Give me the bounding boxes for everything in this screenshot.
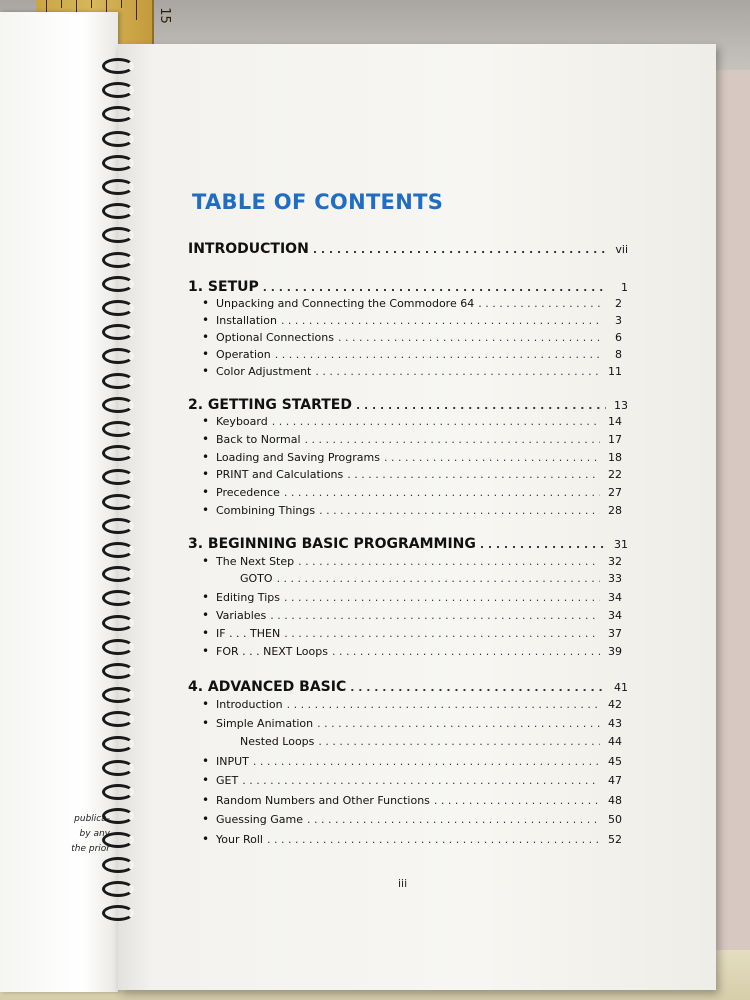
toc-entry xyxy=(202,697,622,715)
spiral-coil xyxy=(102,518,134,534)
toc-page: 48 xyxy=(608,794,622,807)
toc-page: 18 xyxy=(608,451,622,464)
toc-label: Installation xyxy=(216,314,277,327)
spiral-coil xyxy=(102,155,134,171)
spiral-coil xyxy=(102,784,134,800)
ruler-number: 15 xyxy=(156,7,172,24)
toc-chapter xyxy=(188,679,628,697)
spiral-coil xyxy=(102,881,134,897)
toc-label: Nested Loops xyxy=(240,735,315,748)
toc-page: 47 xyxy=(608,774,622,787)
toc-page: 41 xyxy=(614,681,628,694)
bullet-icon: • xyxy=(202,347,210,361)
bullet-icon: • xyxy=(202,467,210,481)
spiral-coil xyxy=(102,397,134,413)
spiral-coil xyxy=(102,736,134,752)
toc-page: 1 xyxy=(621,281,628,294)
leader-dots xyxy=(315,365,600,378)
toc-label: The Next Step xyxy=(216,555,295,568)
toc-entry xyxy=(202,450,622,468)
toc-label: Editing Tips xyxy=(216,591,280,604)
toc-page: 27 xyxy=(608,486,622,499)
spiral-coil xyxy=(102,445,134,461)
spiral-coil xyxy=(102,566,134,582)
toc-page: 17 xyxy=(608,433,622,446)
spiral-coil xyxy=(102,131,134,147)
spiral-coil xyxy=(102,615,134,631)
leader-dots xyxy=(284,591,600,604)
toc-label: 1. SETUP xyxy=(188,279,259,295)
toc-entry xyxy=(202,296,622,314)
toc-label: Simple Animation xyxy=(216,717,314,730)
bullet-icon: • xyxy=(202,296,210,310)
toc-label: Introduction xyxy=(216,698,283,711)
toc-page: 43 xyxy=(608,717,622,730)
toc-page: 3 xyxy=(615,314,622,327)
spiral-coil xyxy=(102,179,134,195)
bullet-icon: • xyxy=(202,414,210,428)
bullet-icon: • xyxy=(202,608,210,622)
toc-entry xyxy=(202,364,622,382)
toc-label: Optional Connections xyxy=(216,331,334,344)
spiral-coil xyxy=(102,808,134,824)
bullet-icon: • xyxy=(202,793,210,807)
spiral-coil xyxy=(102,421,134,437)
toc-entry xyxy=(202,812,622,830)
toc-page: 32 xyxy=(608,555,622,568)
toc-entry xyxy=(202,414,622,432)
leader-dots xyxy=(253,755,600,768)
toc-page: 14 xyxy=(608,415,622,428)
bullet-icon: • xyxy=(202,626,210,640)
leader-dots xyxy=(281,314,600,327)
toc-entry xyxy=(202,793,622,811)
toc-entry xyxy=(202,330,622,348)
toc-page: 22 xyxy=(608,468,622,481)
leader-dots xyxy=(332,645,600,658)
toc-entry xyxy=(202,716,622,734)
toc-chapter xyxy=(188,241,628,259)
bullet-icon: • xyxy=(202,330,210,344)
toc-entry xyxy=(202,347,622,365)
page-title: TABLE OF CONTENTS xyxy=(192,190,444,214)
copyright-line: publica- xyxy=(74,814,110,824)
spiral-coil xyxy=(102,760,134,776)
toc-page: 8 xyxy=(615,348,622,361)
leader-dots xyxy=(338,331,600,344)
toc-page: 37 xyxy=(608,627,622,640)
toc-label: GOTO xyxy=(240,572,273,585)
spiral-coil xyxy=(102,832,134,848)
toc-entry xyxy=(202,754,622,772)
spiral-coil xyxy=(102,227,134,243)
toc-entry xyxy=(202,467,622,485)
bullet-icon: • xyxy=(202,432,210,446)
spiral-coil xyxy=(102,276,134,292)
bullet-icon: • xyxy=(202,554,210,568)
toc-entry xyxy=(202,644,622,662)
toc-label: Operation xyxy=(216,348,271,361)
copyright-fragment xyxy=(0,812,110,857)
bullet-icon: • xyxy=(202,364,210,378)
toc-entry xyxy=(202,832,622,850)
bullet-icon: • xyxy=(202,503,210,517)
toc-entry xyxy=(202,485,622,503)
bullet-icon: • xyxy=(202,832,210,846)
toc-entry xyxy=(202,590,622,608)
spiral-coil xyxy=(102,252,134,268)
bullet-icon: • xyxy=(202,644,210,658)
toc-label: Color Adjustment xyxy=(216,365,312,378)
spiral-coil xyxy=(102,58,134,74)
leader-dots xyxy=(480,538,606,551)
spiral-coil xyxy=(102,300,134,316)
spiral-coil xyxy=(102,857,134,873)
toc-label: 2. GETTING STARTED xyxy=(188,397,352,413)
toc-entry xyxy=(202,554,622,572)
leader-dots xyxy=(434,794,600,807)
bullet-icon: • xyxy=(202,313,210,327)
toc-label: Variables xyxy=(216,609,267,622)
toc-page: 11 xyxy=(608,365,622,378)
leader-dots xyxy=(267,833,600,846)
leader-dots xyxy=(350,681,606,694)
spiral-coil xyxy=(102,82,134,98)
toc-label: IF . . . THEN xyxy=(216,627,281,640)
bullet-icon: • xyxy=(202,485,210,499)
toc-label: GET xyxy=(216,774,239,787)
toc-entry xyxy=(202,432,622,450)
spiral-coil xyxy=(102,663,134,679)
toc-page: 6 xyxy=(615,331,622,344)
toc-chapter xyxy=(188,536,628,554)
toc-entry xyxy=(202,773,622,791)
toc-entry xyxy=(202,313,622,331)
leader-dots xyxy=(317,717,600,730)
toc-label: 3. BEGINNING BASIC PROGRAMMING xyxy=(188,536,476,552)
toc-label: INTRODUCTION xyxy=(188,241,309,257)
toc-label: Loading and Saving Programs xyxy=(216,451,380,464)
toc-label: Keyboard xyxy=(216,415,268,428)
leader-dots xyxy=(242,774,600,787)
spiral-coil xyxy=(102,542,134,558)
leader-dots xyxy=(305,433,600,446)
spiral-coil xyxy=(102,711,134,727)
bullet-icon: • xyxy=(202,754,210,768)
toc-page: 34 xyxy=(608,591,622,604)
toc-label: FOR . . . NEXT Loops xyxy=(216,645,328,658)
leader-dots xyxy=(284,486,600,499)
toc-label: INPUT xyxy=(216,755,249,768)
leader-dots xyxy=(284,627,600,640)
toc-page: 45 xyxy=(608,755,622,768)
toc-page: 34 xyxy=(608,609,622,622)
leader-dots xyxy=(272,415,600,428)
leader-dots xyxy=(347,468,600,481)
toc-page: 39 xyxy=(608,645,622,658)
spiral-coil xyxy=(102,639,134,655)
spiral-coil xyxy=(102,687,134,703)
leader-dots xyxy=(319,504,600,517)
toc-page: 44 xyxy=(608,735,622,748)
leader-dots xyxy=(384,451,600,464)
toc-page: 42 xyxy=(608,698,622,711)
spiral-coil xyxy=(102,203,134,219)
toc-label: Precedence xyxy=(216,486,280,499)
leader-dots xyxy=(287,698,600,711)
leader-dots xyxy=(263,281,606,294)
leader-dots xyxy=(313,243,606,256)
leader-dots xyxy=(318,735,600,748)
spiral-coil xyxy=(102,106,134,122)
leader-dots xyxy=(298,555,600,568)
toc-entry xyxy=(202,503,622,521)
leader-dots xyxy=(270,609,600,622)
bullet-icon: • xyxy=(202,812,210,826)
spiral-coil xyxy=(102,494,134,510)
toc-label: Combining Things xyxy=(216,504,316,517)
toc-label: Guessing Game xyxy=(216,813,303,826)
toc-page: 2 xyxy=(615,297,622,310)
toc-page: 13 xyxy=(614,399,628,412)
toc-page: 31 xyxy=(614,538,628,551)
spiral-coil xyxy=(102,373,134,389)
page-number: iii xyxy=(398,877,408,890)
leader-dots xyxy=(275,348,600,361)
toc-chapter xyxy=(188,397,628,415)
toc-page: 50 xyxy=(608,813,622,826)
toc-entry xyxy=(202,626,622,644)
toc-page: vii xyxy=(615,243,628,256)
copyright-line: by any xyxy=(79,829,110,839)
copyright-line: the prior xyxy=(71,844,110,854)
toc-label: Back to Normal xyxy=(216,433,301,446)
toc-page: 52 xyxy=(608,833,622,846)
toc-label: Your Roll xyxy=(216,833,263,846)
leader-dots xyxy=(478,297,600,310)
bullet-icon: • xyxy=(202,716,210,730)
spiral-coil xyxy=(102,469,134,485)
toc-entry xyxy=(240,735,622,753)
spiral-coil xyxy=(102,348,134,364)
toc-entry xyxy=(202,608,622,626)
leader-dots xyxy=(307,813,600,826)
toc-page: 33 xyxy=(608,572,622,585)
toc-label: Random Numbers and Other Functions xyxy=(216,794,430,807)
toc-page: 28 xyxy=(608,504,622,517)
spiral-coil xyxy=(102,590,134,606)
toc-chapter xyxy=(188,279,628,297)
spiral-coil xyxy=(102,324,134,340)
bullet-icon: • xyxy=(202,697,210,711)
leader-dots xyxy=(277,572,600,585)
toc-label: PRINT and Calculations xyxy=(216,468,344,481)
toc-entry xyxy=(240,572,622,590)
bullet-icon: • xyxy=(202,450,210,464)
spiral-binding xyxy=(96,58,140,928)
toc-label: Unpacking and Connecting the Commodore 64 xyxy=(216,297,475,310)
bullet-icon: • xyxy=(202,590,210,604)
leader-dots xyxy=(356,399,606,412)
spiral-coil xyxy=(102,905,134,921)
toc-label: 4. ADVANCED BASIC xyxy=(188,679,347,695)
bullet-icon: • xyxy=(202,773,210,787)
